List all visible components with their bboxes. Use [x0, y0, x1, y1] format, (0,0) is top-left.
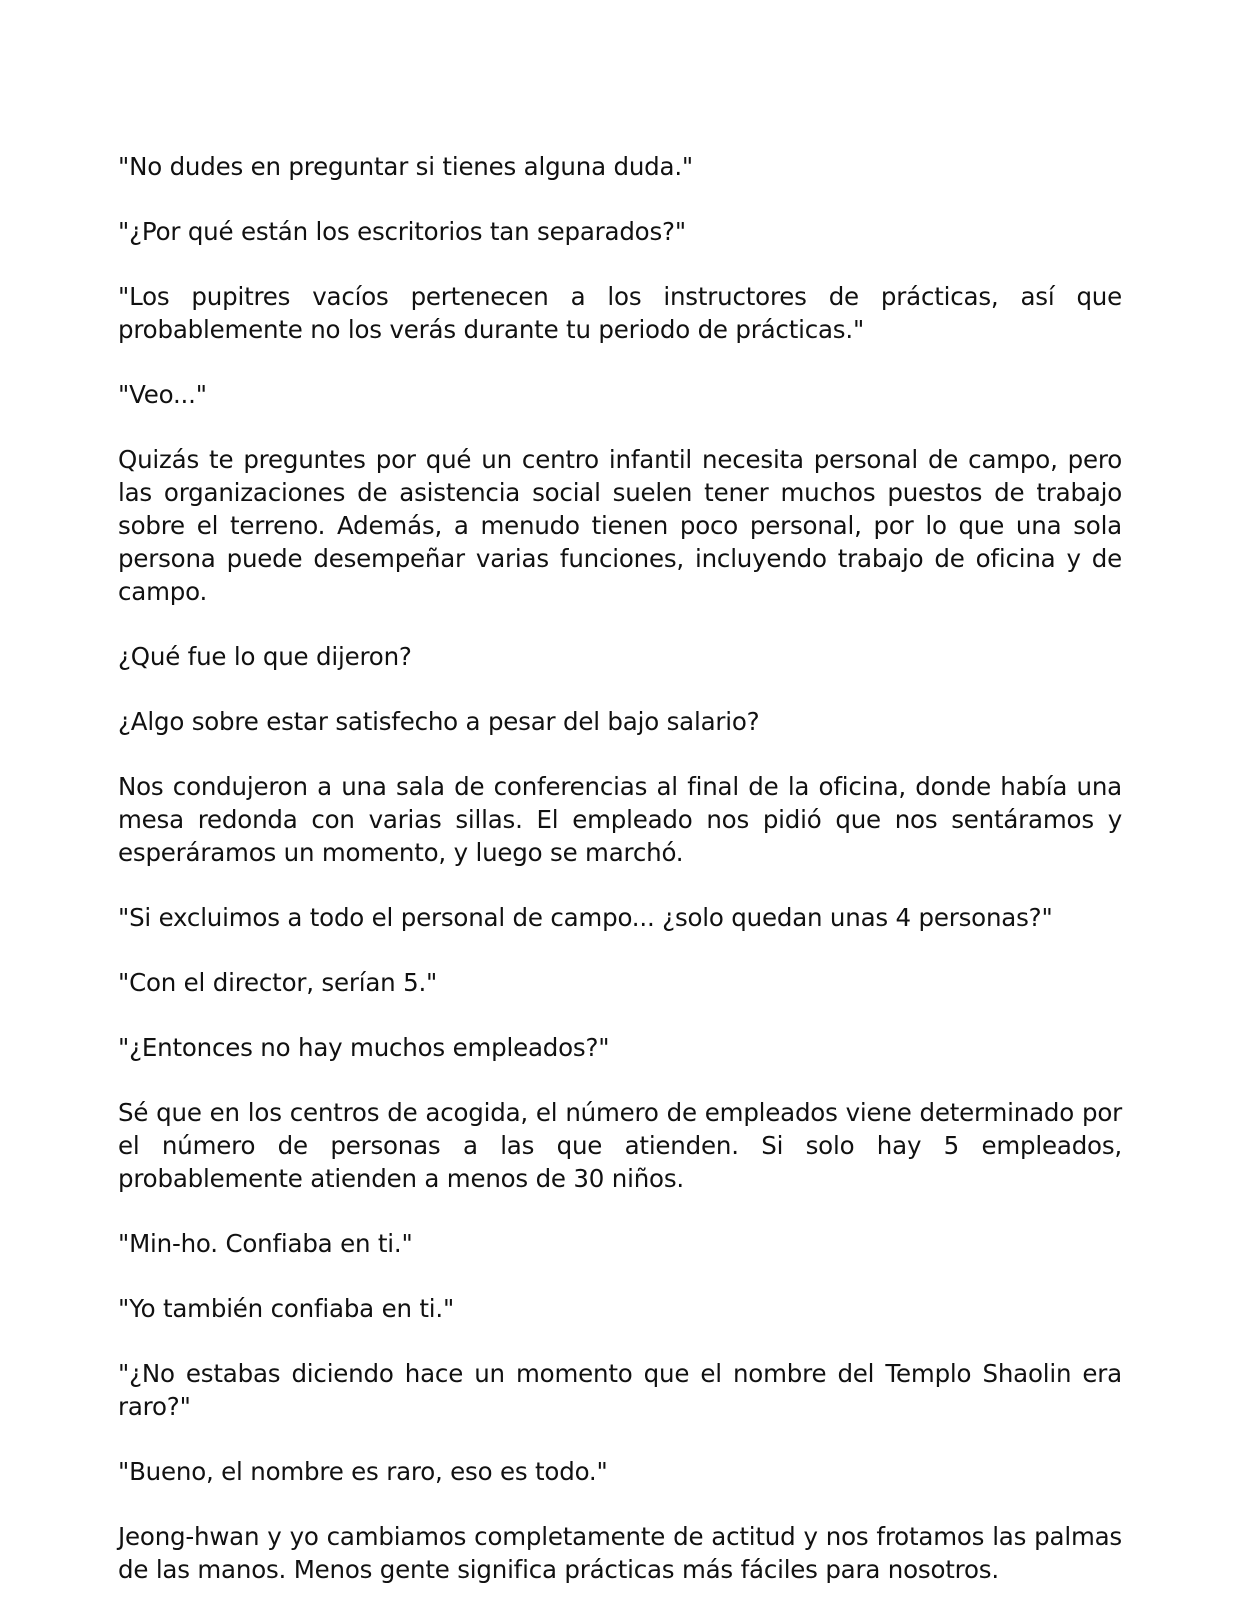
paragraph: Nos condujeron a una sala de conferencias al final de la oficina, donde había una mesa redonda con varias sillas. El empleado nos pidió que nos sentáramos y esperáramos un momento, y luego se marchó.: [118, 772, 1122, 867]
paragraph: "¿No estabas diciendo hace un momento que el nombre del Templo Shaolin era raro?": [118, 1359, 1122, 1421]
paragraph: "¿Entonces no hay muchos empleados?": [118, 1033, 610, 1062]
paragraph: "Si excluimos a todo el personal de campo... ¿solo quedan unas 4 personas?": [118, 903, 1053, 932]
paragraph: ¿Algo sobre estar satisfecho a pesar del bajo salario?: [118, 707, 760, 736]
paragraph: "No dudes en preguntar si tienes alguna duda.": [118, 152, 693, 181]
paragraph: "¿Por qué están los escritorios tan separados?": [118, 217, 686, 246]
paragraph: "Bueno, el nombre es raro, eso es todo.": [118, 1457, 608, 1486]
document-page: [118, 150, 1122, 1618]
paragraph: ¿Qué fue lo que dijeron?: [118, 642, 412, 671]
paragraph: "Con el director, serían 5.": [118, 968, 438, 997]
paragraph: Jeong-hwan y yo cambiamos completamente de actitud y nos frotamos las palmas de las manos. Menos gente significa prácticas más fáciles para nosotros.: [118, 1522, 1122, 1584]
paragraph: "Yo también confiaba en ti.": [118, 1294, 455, 1323]
paragraph: Sé que en los centros de acogida, el número de empleados viene determinado por el número de personas a las que atienden. Si solo hay 5 empleados, probablemente atienden a menos de 30 niños.: [118, 1098, 1122, 1193]
paragraph: Quizás te preguntes por qué un centro infantil necesita personal de campo, pero las organizaciones de asistencia social suelen tener muchos puestos de trabajo sobre el terreno. Además, a menudo tienen poco personal, por lo que una sola persona puede desempeñar varias funciones, incluyendo trabajo de oficina y de campo.: [118, 445, 1122, 606]
paragraph: "Min-ho. Confiaba en ti.": [118, 1229, 413, 1258]
paragraph: "Veo...": [118, 380, 207, 409]
paragraph: "Los pupitres vacíos pertenecen a los instructores de prácticas, así que probablemente no los verás durante tu periodo de prácticas.": [118, 282, 1122, 344]
